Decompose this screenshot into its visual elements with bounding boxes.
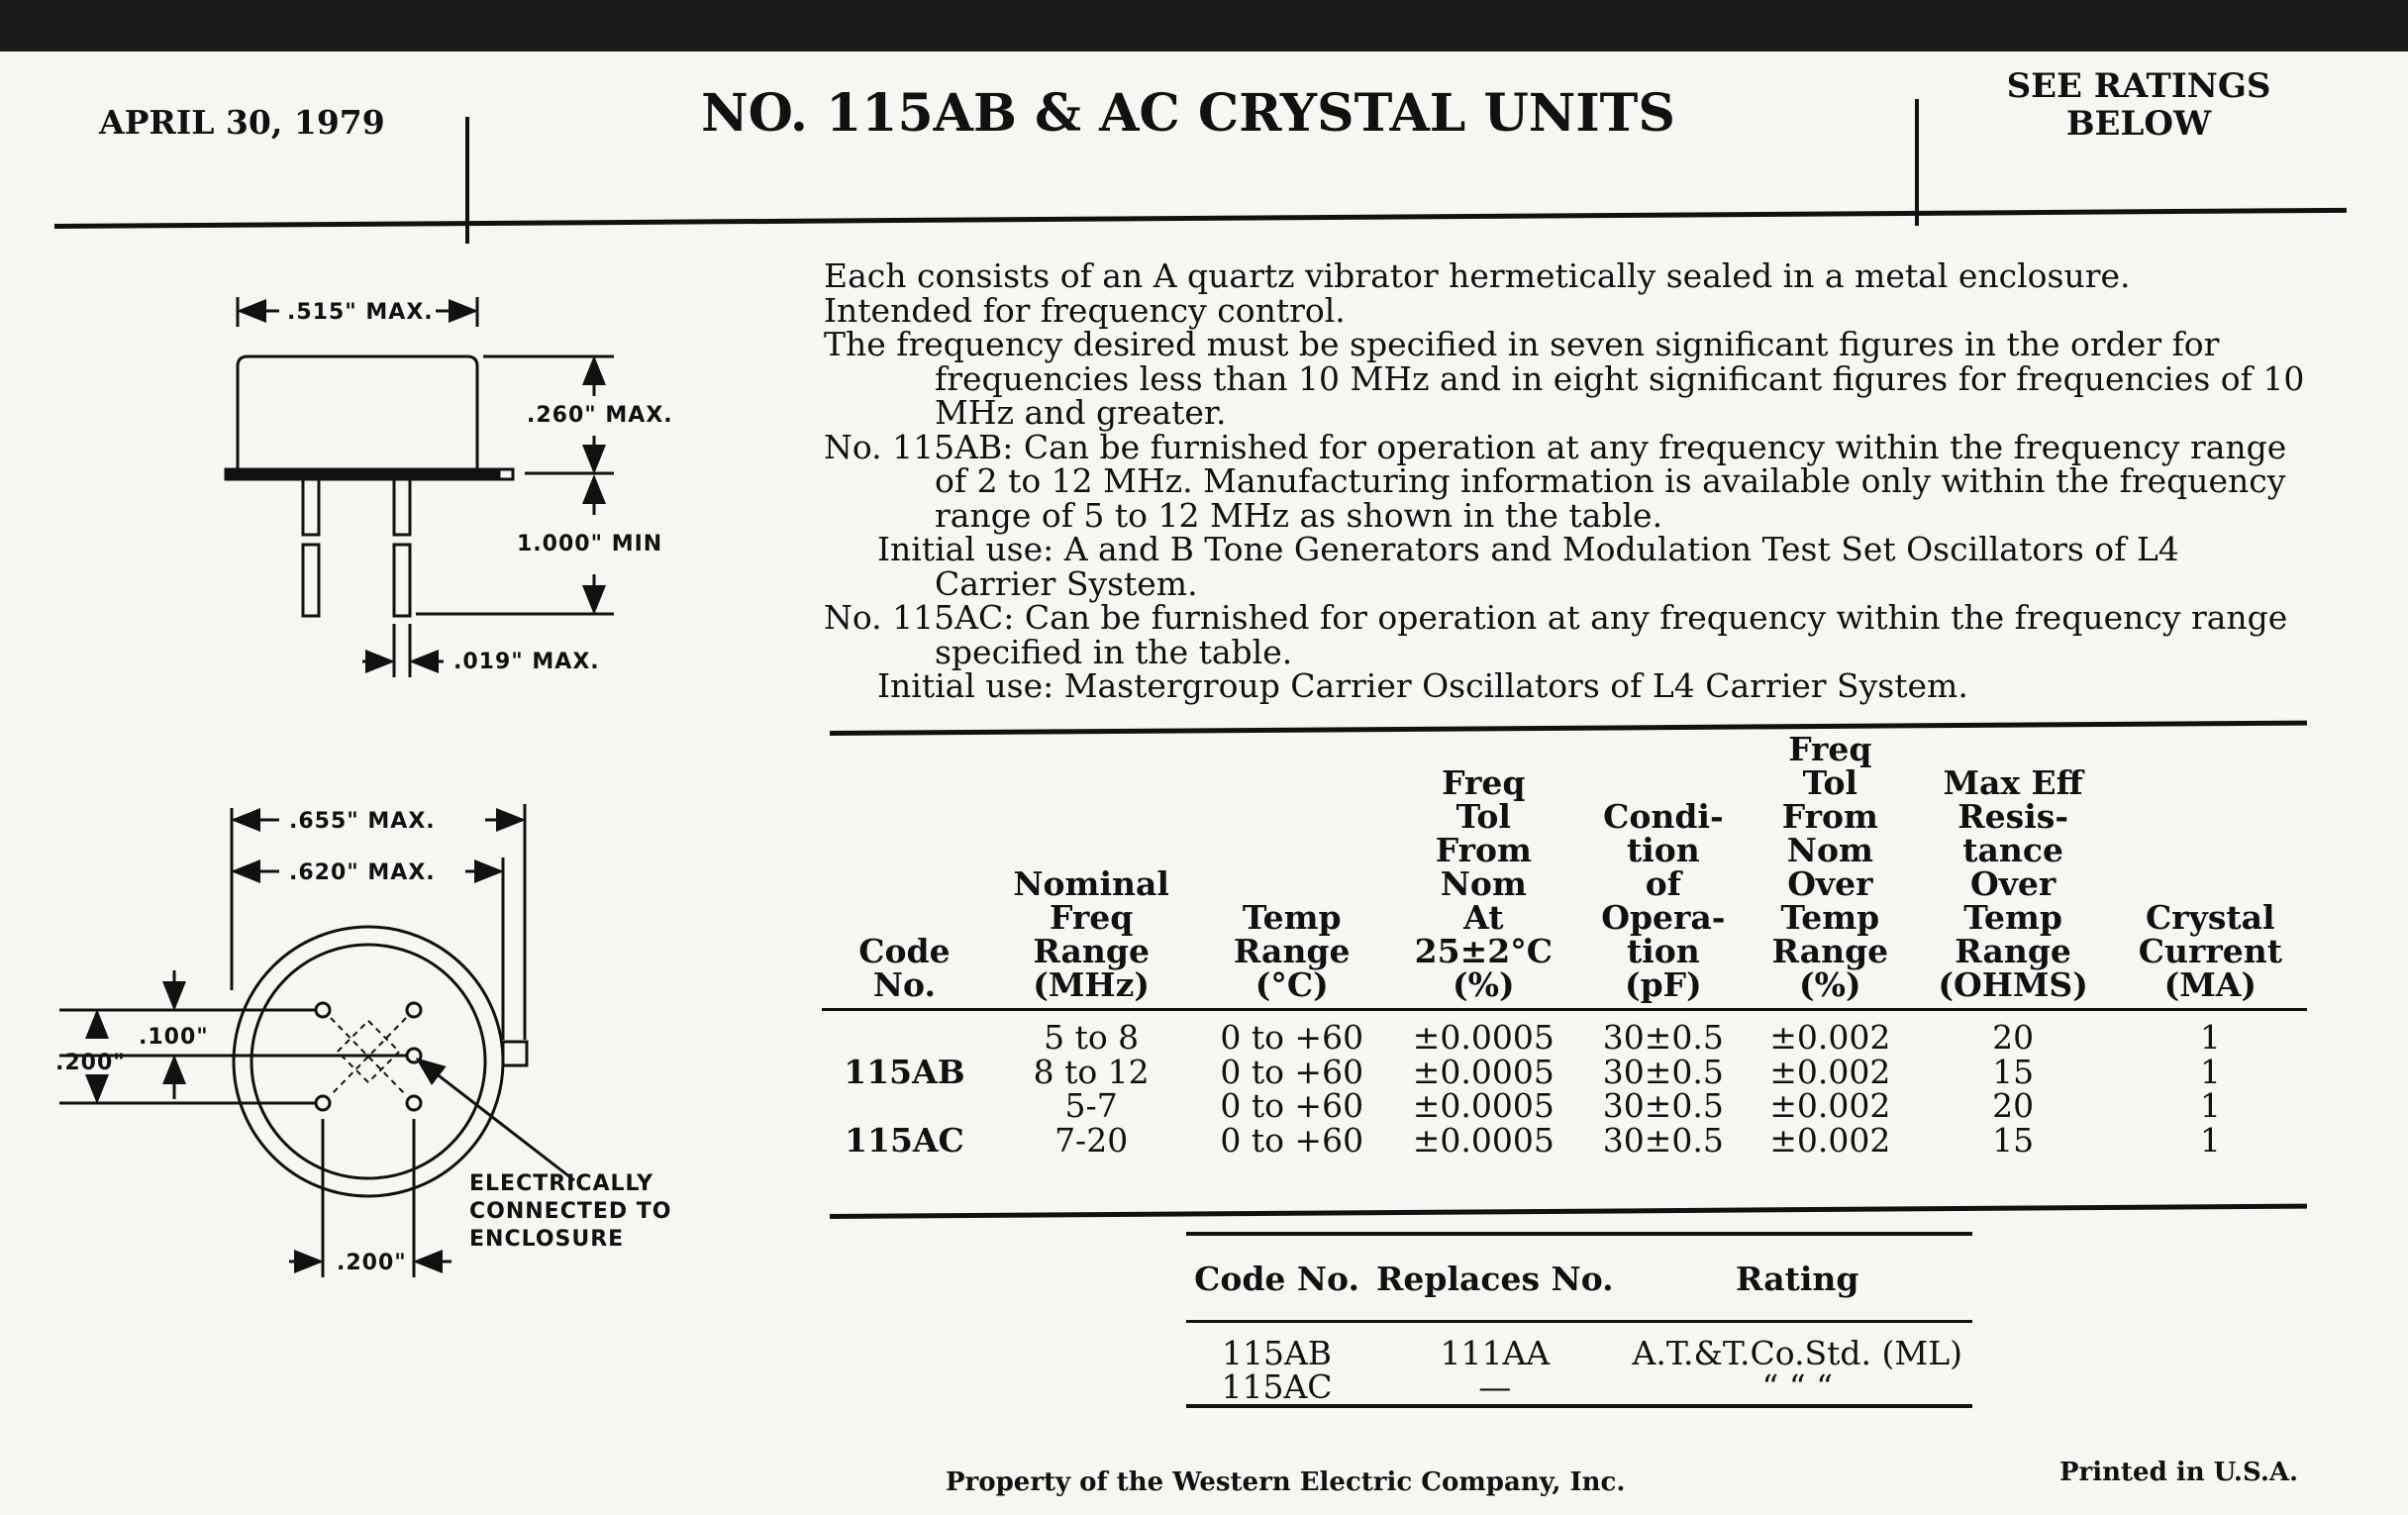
col-rating: Rating bbox=[1736, 1260, 1859, 1298]
can-tab bbox=[499, 469, 513, 479]
enclosure-note-line3: ENCLOSURE bbox=[469, 1227, 625, 1252]
col-max-resistance: Max Eff Resis- tance Over Temp Range (OHMS) bbox=[1938, 763, 2088, 1004]
table-row: 5 to 8 0 to +60 ±0.0005 30±0.5 ±0.002 20 1 bbox=[1044, 1018, 2221, 1057]
pin-3 bbox=[316, 1096, 330, 1110]
enclosure-note-line2: CONNECTED TO bbox=[469, 1199, 672, 1224]
can-outer-circle bbox=[234, 927, 503, 1196]
lead-right-lower bbox=[394, 545, 410, 616]
col-freq-tol-25c: Freq Tol From Nom At 25±2°C (%) bbox=[1414, 763, 1553, 1004]
ratings-note-line2: BELOW bbox=[2065, 104, 2212, 144]
dim-019-label: .019" MAX. bbox=[453, 650, 600, 674]
description-line: Each consists of an A quartz vibrator hermetically sealed in a metal enclosure. bbox=[824, 256, 2131, 295]
description-line: The frequency desired must be specified in seven significant figures in the order for frequencies less than 10 MHz and in eight significant figures for frequencies of 10 MHz and greater. bbox=[824, 325, 2305, 432]
description-line: No. 115AC: Can be furnished for operation at any frequency within the frequency range specified in the table. bbox=[824, 598, 2288, 671]
col-temp-range: Temp Range (°C) bbox=[1233, 898, 1351, 1004]
table-row: 115AC — “ “ “ bbox=[1186, 1370, 1972, 1406]
dim-260-label: .260" MAX. bbox=[527, 403, 673, 428]
description-line: Intended for frequency control. bbox=[824, 290, 1346, 330]
col-nominal-freq: Nominal Freq Range (MHz) bbox=[1013, 864, 1169, 1004]
lead-left-upper bbox=[303, 479, 319, 535]
dim-100-label: .100" bbox=[139, 1025, 209, 1050]
description-line: Initial use: A and B Tone Generators and Modulation Test Set Oscillators of L4 Carrier System. bbox=[877, 530, 2179, 603]
enclosure-note-line1: ELECTRICALLY bbox=[469, 1171, 654, 1196]
dim-620-label: .620" MAX. bbox=[289, 860, 436, 885]
dimension-labels bbox=[55, 300, 673, 1275]
col-replaces: Replaces No. bbox=[1375, 1260, 1614, 1298]
dim-200h-label: .200" bbox=[337, 1251, 407, 1275]
enclosure-note-leader bbox=[418, 1060, 574, 1180]
issue-date: APRIL 30, 1979 bbox=[99, 103, 385, 142]
dim-515-label: .515" MAX. bbox=[287, 300, 434, 325]
dim-200v-label: .200" bbox=[55, 1051, 126, 1075]
col-crystal-current: Crystal Current (MA) bbox=[2138, 898, 2282, 1004]
table-row: 5-7 0 to +60 ±0.0005 30±0.5 ±0.002 20 1 bbox=[1064, 1086, 2221, 1125]
dim-1000-label: 1.000" MIN bbox=[517, 532, 663, 556]
col-code: Code No. bbox=[858, 932, 951, 1004]
can-body-outline bbox=[238, 356, 477, 469]
footer-printed: Printed in U.S.A. bbox=[2059, 1458, 2299, 1487]
footer-ownership: Property of the Western Electric Company, Inc. bbox=[946, 1467, 1626, 1497]
lead-left-lower bbox=[303, 545, 319, 616]
pin-4 bbox=[407, 1096, 421, 1110]
can-inner-circle bbox=[251, 945, 485, 1178]
table-row: 115AB 8 to 12 0 to +60 ±0.0005 30±0.5 ±0.002 15 1 bbox=[844, 1052, 2221, 1091]
col-rep-code: Code No. bbox=[1194, 1260, 1359, 1298]
side-view-drawing bbox=[226, 297, 614, 677]
pin-1 bbox=[316, 1003, 330, 1017]
dim-655-label: .655" MAX. bbox=[289, 809, 436, 834]
description-line: No. 115AB: Can be furnished for operation at any frequency within the frequency range of 2 to 12 MHz. Manufacturing information is available only within the frequency range of 5 to 12 MHz as shown in the table. bbox=[824, 427, 2287, 535]
page-title: NO. 115AB & AC CRYSTAL UNITS bbox=[701, 83, 1675, 144]
ratings-note-line1: SEE RATINGS bbox=[2006, 66, 2271, 106]
table-row: 115AC 7-20 0 to +60 ±0.0005 30±0.5 ±0.002 15 1 bbox=[845, 1120, 2221, 1160]
col-freq-tol-temp: Freq Tol From Nom Over Temp Range (%) bbox=[1771, 730, 1889, 1004]
table-row: 115AB 111AA A.T.&T.Co.Std. (ML) bbox=[1221, 1334, 1962, 1372]
lead-right-upper bbox=[394, 479, 410, 535]
can-flange bbox=[226, 469, 499, 479]
can-tab-bottom bbox=[503, 1042, 527, 1065]
description-line: Initial use: Mastergroup Carrier Oscillators of L4 Carrier System. bbox=[877, 666, 1968, 705]
pin-2 bbox=[407, 1003, 421, 1017]
col-condition: Condi- tion of Opera- tion (pF) bbox=[1601, 797, 1726, 1004]
